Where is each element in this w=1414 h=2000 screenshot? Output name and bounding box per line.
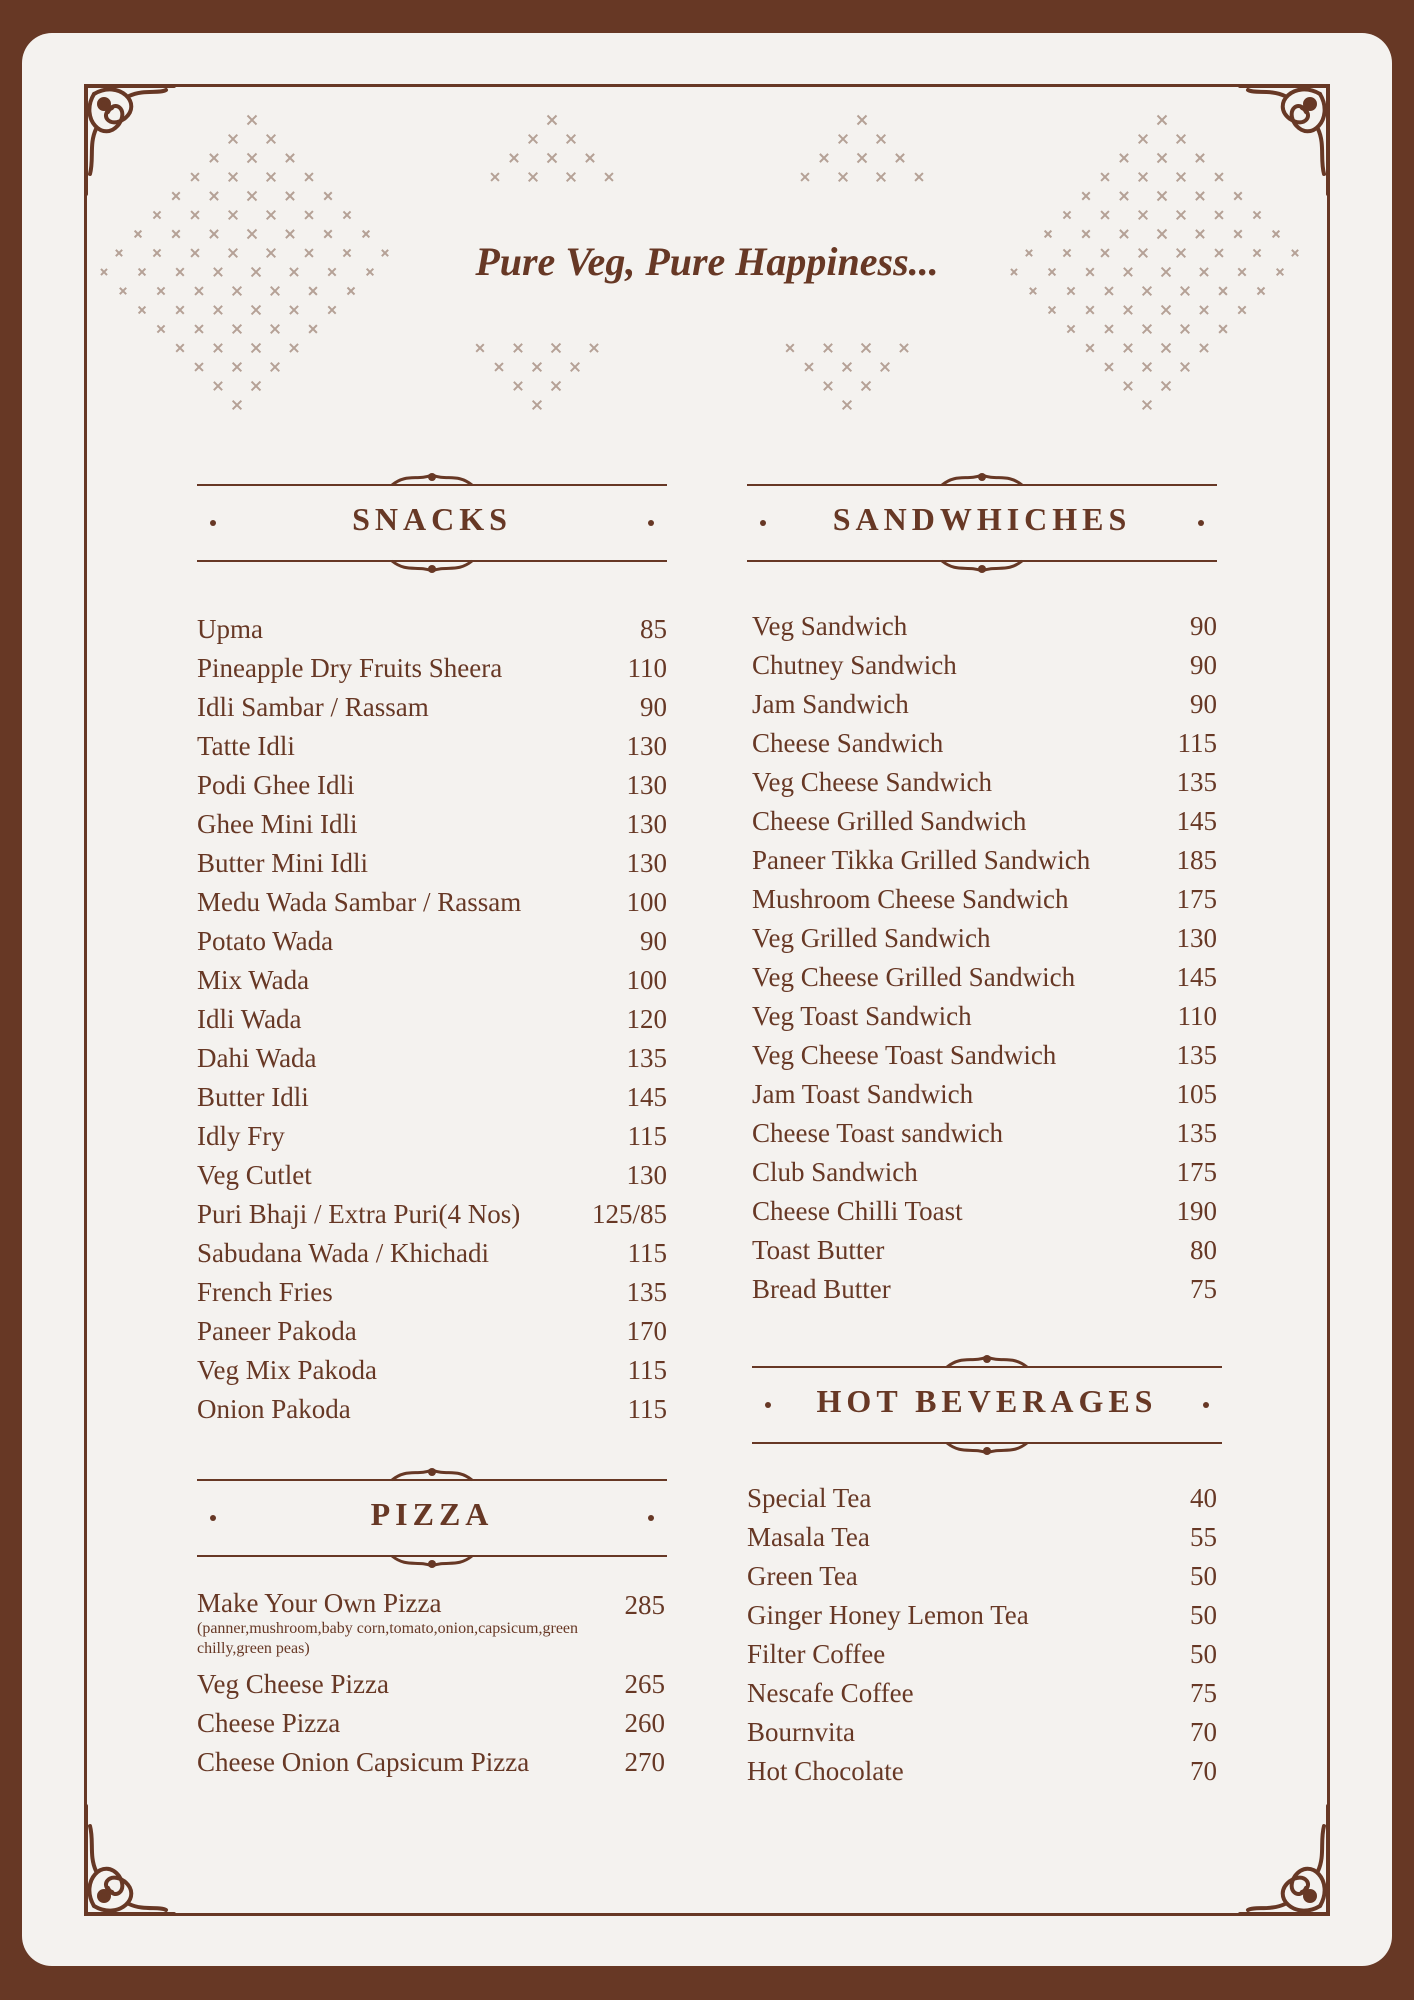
menu-item-name: Upma xyxy=(197,614,263,644)
menu-item xyxy=(752,1153,1217,1192)
menu-item xyxy=(197,1273,667,1312)
menu-item-price: 130 xyxy=(626,770,667,800)
tagline: Pure Veg, Pure Happiness... xyxy=(475,239,939,284)
menu-item-price: 115 xyxy=(1177,728,1217,758)
menu-item xyxy=(752,1114,1217,1153)
cross-pattern-decoration xyxy=(0,0,1414,440)
menu-item xyxy=(197,1351,667,1390)
menu-item-price: 85 xyxy=(640,614,667,644)
menu-item xyxy=(747,1713,1217,1752)
section-title: SANDWHICHES xyxy=(832,501,1132,537)
menu-item-name: Cheese Chilli Toast xyxy=(752,1196,963,1226)
menu-item-name: Veg Toast Sandwich xyxy=(752,1001,972,1031)
menu-item xyxy=(747,1596,1217,1635)
menu-item-price: 145 xyxy=(1176,962,1217,992)
menu-item-price: 175 xyxy=(1176,884,1217,914)
menu-item-name: Paneer Pakoda xyxy=(197,1316,357,1346)
menu-item xyxy=(197,922,667,961)
menu-item xyxy=(747,1635,1217,1674)
menu-item-price: 40 xyxy=(1190,1483,1217,1513)
menu-item-price: 130 xyxy=(1176,923,1217,953)
menu-item-price: 55 xyxy=(1190,1522,1217,1552)
pizza-list xyxy=(197,1586,667,1782)
menu-item-price: 80 xyxy=(1190,1235,1217,1265)
menu-item xyxy=(747,1557,1217,1596)
menu-item-name: Butter Mini Idli xyxy=(197,848,368,878)
menu-item-name: Mushroom Cheese Sandwich xyxy=(752,884,1069,914)
menu-item-price: 50 xyxy=(1190,1600,1217,1630)
menu-item xyxy=(197,1078,667,1117)
menu-item xyxy=(197,1312,667,1351)
menu-item-name: Dahi Wada xyxy=(197,1043,317,1073)
menu-item-price: 135 xyxy=(1176,767,1217,797)
menu-item-price: 260 xyxy=(624,1708,665,1738)
menu-item xyxy=(752,1231,1217,1270)
menu-item-name: Podi Ghee Idli xyxy=(197,770,355,800)
menu-item-price: 125/85 xyxy=(591,1199,667,1229)
menu-item-name: Veg Cheese Sandwich xyxy=(752,767,992,797)
menu-item xyxy=(197,805,667,844)
menu-item-price: 115 xyxy=(627,1394,667,1424)
menu-item-price: 70 xyxy=(1190,1717,1217,1747)
menu-item-name: Sabudana Wada / Khichadi xyxy=(197,1238,489,1268)
menu-item-name: Make Your Own Pizza xyxy=(197,1588,442,1618)
menu-item xyxy=(197,883,667,922)
menu-item-price: 130 xyxy=(626,848,667,878)
menu-item-price: 100 xyxy=(626,887,667,917)
menu-item-price: 50 xyxy=(1190,1561,1217,1591)
menu-item xyxy=(197,1743,667,1782)
menu-item-name: Veg Mix Pakoda xyxy=(197,1355,377,1385)
menu-item-price: 145 xyxy=(626,1082,667,1112)
menu-item-name: Hot Chocolate xyxy=(747,1756,904,1786)
menu-item xyxy=(752,646,1217,685)
menu-item xyxy=(197,1234,667,1273)
sandwiches-list xyxy=(752,607,1217,1309)
menu-item xyxy=(747,1752,1217,1791)
menu-item-name: Veg Cheese Grilled Sandwich xyxy=(752,962,1076,992)
menu-item xyxy=(197,1039,667,1078)
menu-item-name: Bread Butter xyxy=(752,1274,891,1304)
menu-item xyxy=(752,958,1217,997)
menu-item xyxy=(752,1036,1217,1075)
menu-item-price: 100 xyxy=(626,965,667,995)
menu-item-price: 75 xyxy=(1190,1274,1217,1304)
section-title: SNACKS xyxy=(352,501,512,537)
menu-item xyxy=(752,1192,1217,1231)
menu-item-price: 265 xyxy=(624,1669,665,1699)
menu-item-price: 145 xyxy=(1176,806,1217,836)
menu-item xyxy=(197,1156,667,1195)
menu-item-name: Cheese Toast sandwich xyxy=(752,1118,1004,1148)
corner-ornament-icon xyxy=(1230,1796,1340,1926)
menu-item-price: 120 xyxy=(626,1004,667,1034)
menu-item-name: Cheese Grilled Sandwich xyxy=(752,806,1027,836)
menu-item-name: Onion Pakoda xyxy=(197,1394,351,1424)
section-title: HOT BEVERAGES xyxy=(816,1383,1158,1419)
menu-item-name: Nescafe Coffee xyxy=(747,1678,914,1708)
menu-item-name: Jam Toast Sandwich xyxy=(752,1079,974,1109)
corner-ornament-icon xyxy=(74,1796,184,1926)
menu-item xyxy=(197,1586,667,1665)
menu-item xyxy=(752,1270,1217,1309)
menu-item-price: 115 xyxy=(627,1355,667,1385)
menu-item xyxy=(197,1000,667,1039)
menu-item xyxy=(197,1195,667,1234)
menu-item-name: Cheese Onion Capsicum Pizza xyxy=(197,1747,530,1777)
snacks-list xyxy=(197,610,667,1429)
menu-item-price: 115 xyxy=(627,1238,667,1268)
section-header-hot-beverages xyxy=(752,1355,1222,1455)
menu-item-name: Toast Butter xyxy=(752,1235,885,1265)
menu-item xyxy=(752,997,1217,1036)
menu-item-price: 130 xyxy=(626,731,667,761)
menu-item-name: Veg Grilled Sandwich xyxy=(752,923,991,953)
menu-item xyxy=(197,1704,667,1743)
menu-item xyxy=(752,763,1217,802)
menu-item-price: 170 xyxy=(626,1316,667,1346)
menu-item-name: Club Sandwich xyxy=(752,1157,918,1187)
menu-item-name: Jam Sandwich xyxy=(752,689,909,719)
section-header-snacks xyxy=(197,473,667,573)
menu-item xyxy=(752,724,1217,763)
menu-item-price: 90 xyxy=(640,926,667,956)
menu-item xyxy=(747,1674,1217,1713)
menu-item xyxy=(197,1665,667,1704)
menu-item-price: 130 xyxy=(626,1160,667,1190)
section-title: PIZZA xyxy=(370,1496,494,1532)
menu-item xyxy=(752,607,1217,646)
menu-item xyxy=(752,685,1217,724)
menu-item-price: 90 xyxy=(640,692,667,722)
menu-item-name: Butter Idli xyxy=(197,1082,309,1112)
menu-item xyxy=(197,688,667,727)
menu-item xyxy=(747,1518,1217,1557)
menu-item-price: 190 xyxy=(1176,1196,1217,1226)
menu-item-name: Ginger Honey Lemon Tea xyxy=(747,1600,1029,1630)
menu-item-name: Paneer Tikka Grilled Sandwich xyxy=(752,845,1091,875)
menu-item xyxy=(752,1075,1217,1114)
menu-item-name: Veg Cheese Pizza xyxy=(197,1669,389,1699)
menu-item-price: 270 xyxy=(624,1747,665,1777)
section-header-pizza xyxy=(197,1468,667,1568)
menu-item-price: 130 xyxy=(626,809,667,839)
menu-item-price: 105 xyxy=(1176,1079,1217,1109)
menu-item-name: Veg Cheese Toast Sandwich xyxy=(752,1040,1057,1070)
menu-item-price: 115 xyxy=(627,1121,667,1151)
menu-item-name: Chutney Sandwich xyxy=(752,650,957,680)
menu-item-name: Potato Wada xyxy=(197,926,334,956)
menu-item-description: (panner,mushroom,baby corn,tomato,onion,capsicum,green chilly,green peas) xyxy=(197,1620,579,1657)
menu-item xyxy=(752,802,1217,841)
menu-item-price: 90 xyxy=(1190,689,1217,719)
menu-item-name: French Fries xyxy=(197,1277,333,1307)
menu-item-name: Idly Fry xyxy=(197,1121,285,1151)
menu-item xyxy=(752,919,1217,958)
menu-item-name: Medu Wada Sambar / Rassam xyxy=(197,887,522,917)
section-header-sandwiches xyxy=(747,473,1217,573)
menu-item xyxy=(197,766,667,805)
menu-item-price: 50 xyxy=(1190,1639,1217,1669)
menu-item-name: Green Tea xyxy=(747,1561,858,1591)
menu-item-price: 110 xyxy=(627,653,667,683)
menu-item-price: 135 xyxy=(1176,1040,1217,1070)
menu-item-price: 75 xyxy=(1190,1678,1217,1708)
menu-item xyxy=(752,880,1217,919)
menu-item-price: 90 xyxy=(1190,650,1217,680)
menu-item xyxy=(197,844,667,883)
menu-item xyxy=(747,1479,1217,1518)
menu-item-name: Masala Tea xyxy=(747,1522,870,1552)
menu-item xyxy=(197,610,667,649)
menu-item-name: Filter Coffee xyxy=(747,1639,886,1669)
menu-item-name: Ghee Mini Idli xyxy=(197,809,358,839)
menu-item-name: Veg Sandwich xyxy=(752,611,908,641)
menu-item-price: 70 xyxy=(1190,1756,1217,1786)
menu-item-name: Cheese Pizza xyxy=(197,1708,341,1738)
menu-item-name: Idli Wada xyxy=(197,1004,302,1034)
menu-item-name: Idli Sambar / Rassam xyxy=(197,692,429,722)
hot-beverages-list xyxy=(747,1479,1217,1791)
menu-item-price: 135 xyxy=(626,1043,667,1073)
menu-item xyxy=(197,1390,667,1429)
menu-item-name: Cheese Sandwich xyxy=(752,728,944,758)
menu-item-name: Puri Bhaji / Extra Puri(4 Nos) xyxy=(197,1199,521,1229)
menu-item xyxy=(197,1117,667,1156)
menu-item-name: Veg Cutlet xyxy=(197,1160,312,1190)
menu-item-price: 135 xyxy=(1176,1118,1217,1148)
menu-item-price: 285 xyxy=(624,1590,665,1620)
menu-item xyxy=(197,727,667,766)
menu-item xyxy=(197,961,667,1000)
menu-item-price: 185 xyxy=(1176,845,1217,875)
menu-item-price: 90 xyxy=(1190,611,1217,641)
menu-item-name: Pineapple Dry Fruits Sheera xyxy=(197,653,503,683)
menu-item xyxy=(197,649,667,688)
menu-item-name: Mix Wada xyxy=(197,965,310,995)
menu-item-name: Bournvita xyxy=(747,1717,855,1747)
menu-item-price: 175 xyxy=(1176,1157,1217,1187)
menu-item-price: 135 xyxy=(626,1277,667,1307)
menu-item xyxy=(752,841,1217,880)
menu-item-price: 110 xyxy=(1177,1001,1217,1031)
menu-item-name: Special Tea xyxy=(747,1483,872,1513)
menu-item-name: Tatte Idli xyxy=(197,731,295,761)
